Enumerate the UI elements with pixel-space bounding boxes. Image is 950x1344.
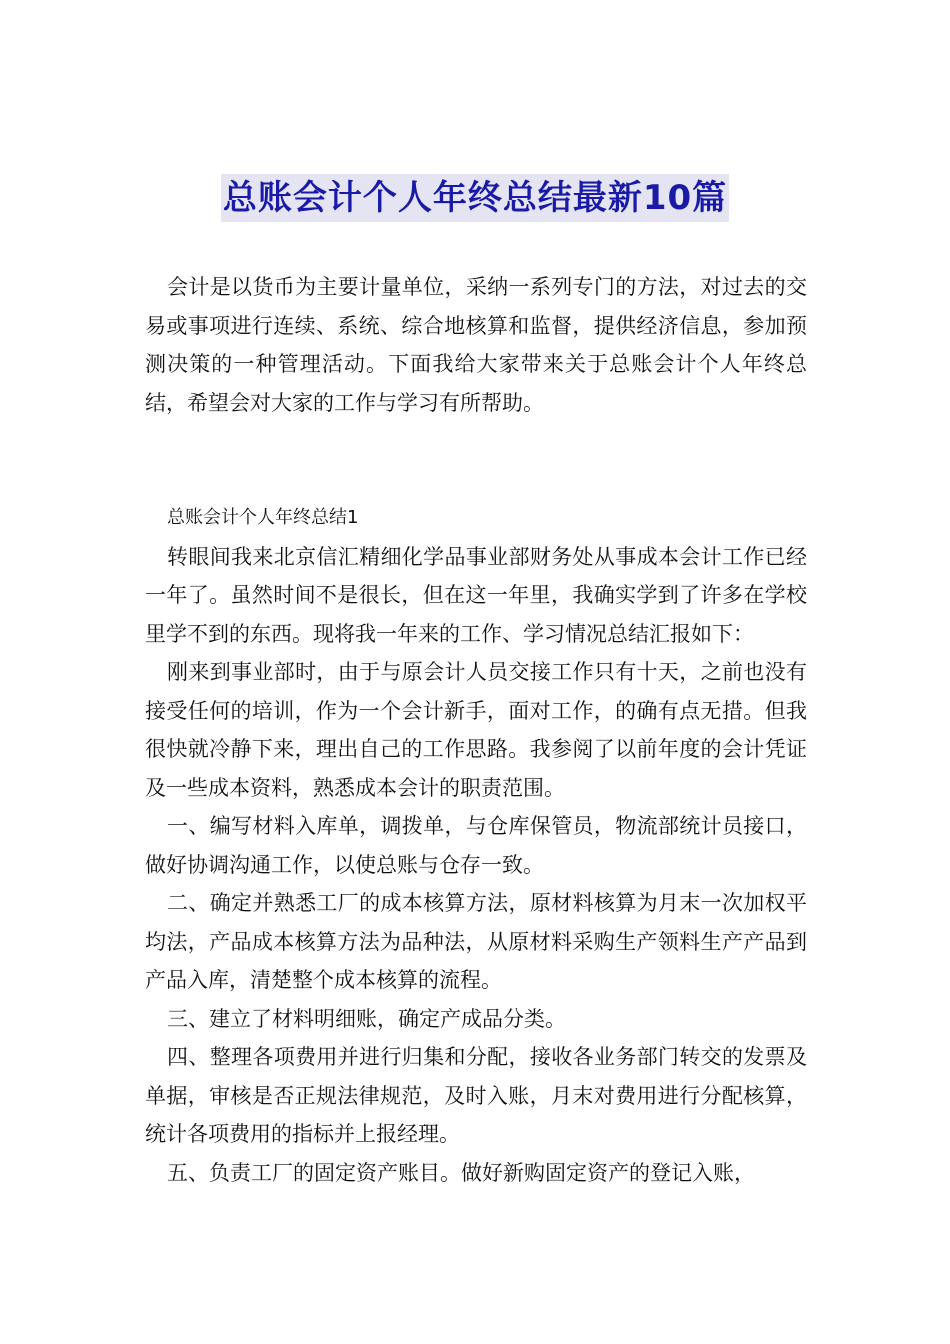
section-spacer [145,422,807,499]
title-container [0,174,950,222]
section-heading: 总账会计个人年终总结1 [167,507,359,528]
body-paragraph: 转眼间我来北京信汇精细化学品事业部财务处从事成本会计工作已经一年了。虽然时间不是很长，但在这一年里，我确实学到了许多在学校里学不到的东西。现将我一年来的工作、学习情况总结汇报如下： [145,544,807,646]
body-paragraph: 五、负责工厂的固定资产账目。做好新购固定资产的登记入账， [167,1160,755,1185]
document-title: 总账会计个人年终总结最新10篇 [221,174,729,222]
body-paragraph: 二、确定并熟悉工厂的成本核算方法，原材料核算为月末一次加权平均法，产品成本核算方法为品种法，从原材料采购生产领料生产产品到产品入库，清楚整个成本核算的流程。 [145,891,807,992]
intro-paragraph: 会计是以货币为主要计量单位，采纳一系列专门的方法，对过去的交易或事项进行连续、系统、综合地核算和监督，提供经济信息，参加预测决策的一种管理活动。下面我给大家带来关于总账会计个人年终总结，希望会对大家的工作与学习有所帮助。 [145,275,807,415]
document-body [145,268,807,1192]
body-paragraph: 四、整理各项费用并进行归集和分配，接收各业务部门转交的发票及单据，审核是否正规法律规范，及时入账，月末对费用进行分配核算，统计各项费用的指标并上报经理。 [145,1045,807,1146]
body-paragraph: 一、编写材料入库单，调拨单，与仓库保管员，物流部统计员接口，做好协调沟通工作，以使总账与仓存一致。 [145,814,807,877]
body-paragraph: 三、建立了材料明细账，确定产成品分类。 [167,1006,566,1031]
body-paragraph: 刚来到事业部时，由于与原会计人员交接工作只有十天，之前也没有接受任何的培训，作为一个会计新手，面对工作，的确有点无措。但我很快就冷静下来，理出自己的工作思路。我参阅了以前年度的会计凭证及一些成本资料，熟悉成本会计的职责范围。 [145,660,807,800]
